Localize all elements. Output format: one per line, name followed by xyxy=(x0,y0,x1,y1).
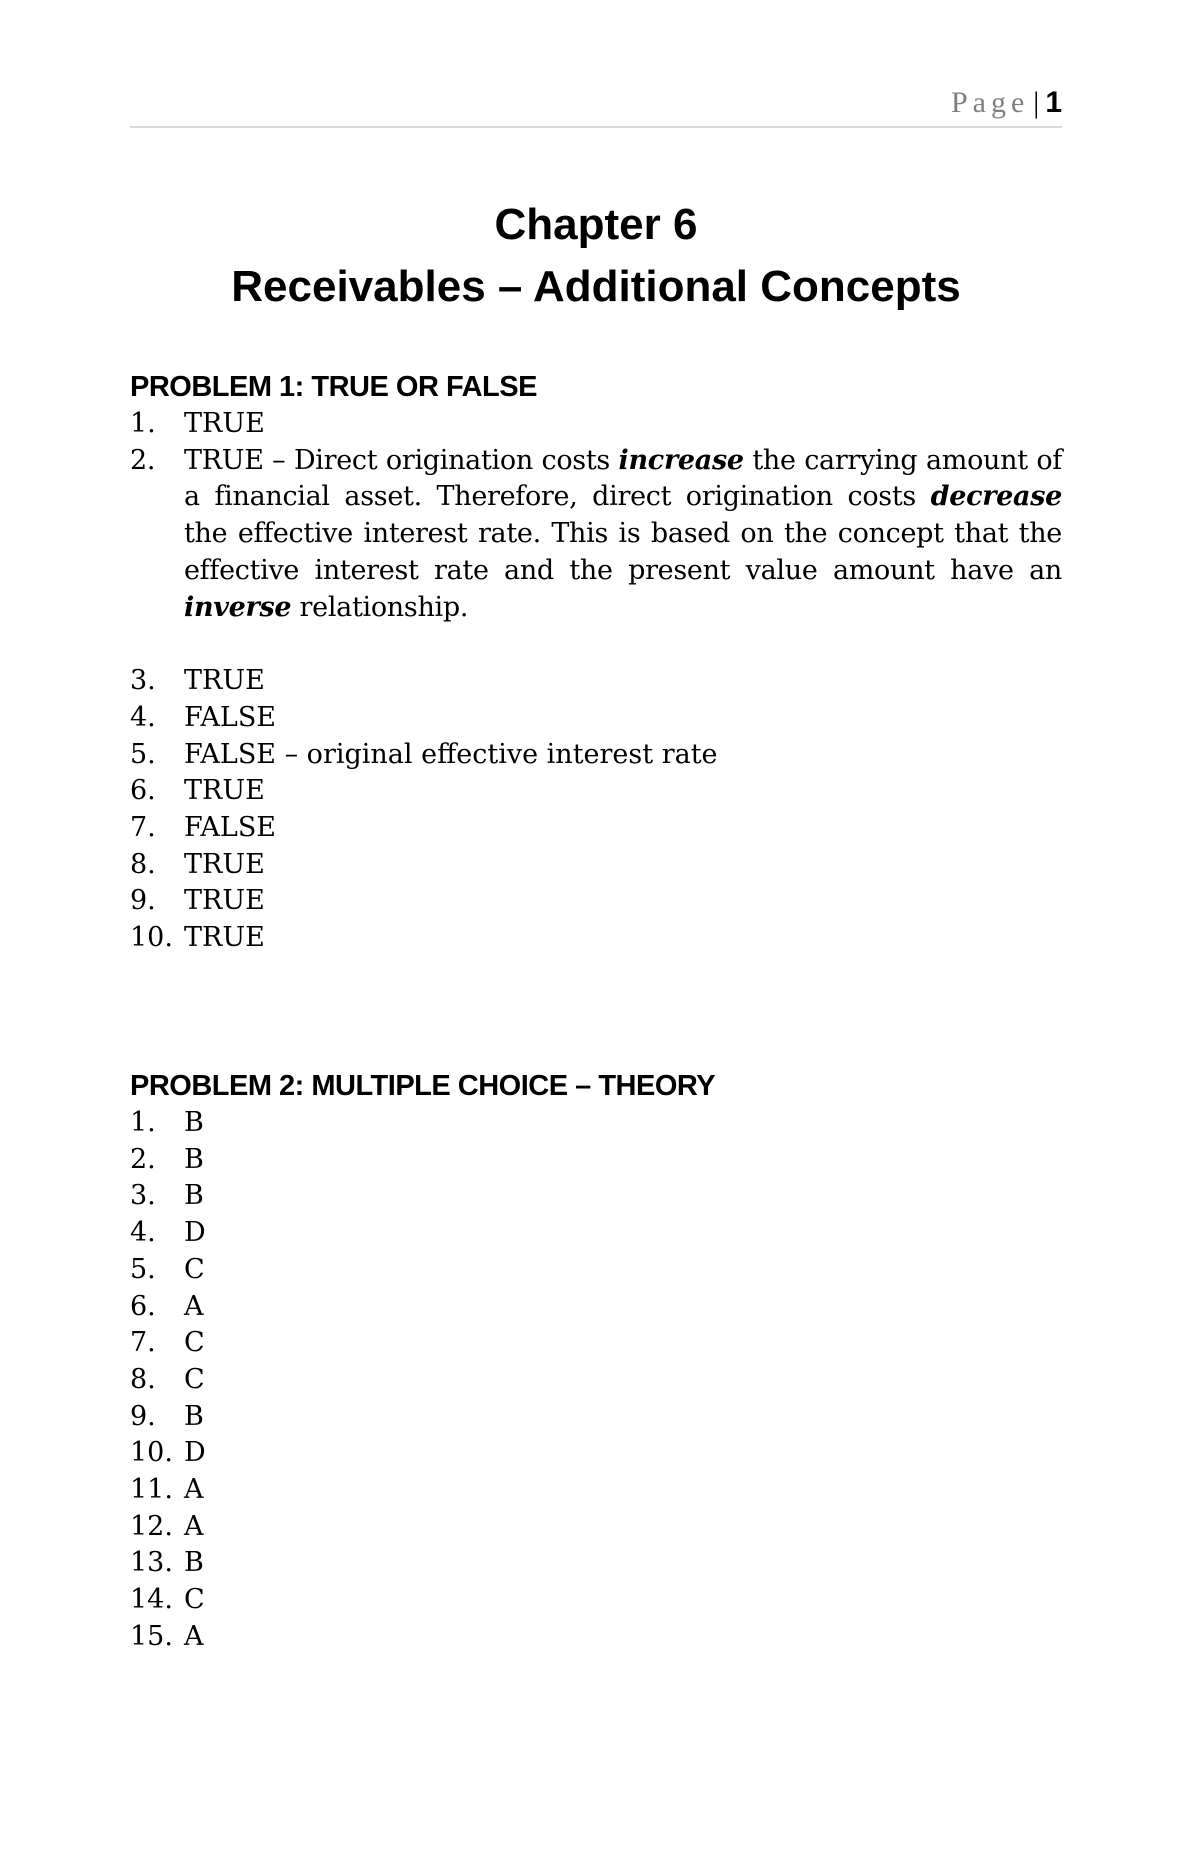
list-item xyxy=(130,1142,1062,1179)
item-text-part: the carrying amount of a financial asset. Therefore, direct origination costs xyxy=(184,444,1062,513)
list-item xyxy=(130,1435,1062,1472)
item-answer: B xyxy=(184,1143,204,1175)
item-number: 5. xyxy=(130,738,156,770)
page-label: Page xyxy=(950,86,1030,119)
item-answer: C xyxy=(184,1584,205,1616)
list-item xyxy=(130,406,1062,443)
item-answer: A xyxy=(184,1620,204,1652)
list-item xyxy=(130,700,1062,737)
item-number: 7. xyxy=(130,812,156,844)
item-answer: C xyxy=(184,1327,205,1359)
list-item xyxy=(130,443,1062,627)
list-item xyxy=(130,1472,1062,1509)
emphasis-inverse: inverse xyxy=(184,591,292,623)
item-number: 1. xyxy=(130,1107,156,1138)
item-answer: TRUE xyxy=(184,885,265,917)
item-number: 7. xyxy=(130,1327,156,1359)
item-number: 4. xyxy=(130,701,156,733)
item-text-part: the effective interest rate. This is based on the concept that the effective interest rate and the present value amount have an xyxy=(184,518,1062,586)
item-number: 8. xyxy=(130,848,156,880)
item-number: 4. xyxy=(130,1217,156,1249)
list-item xyxy=(130,810,1062,847)
item-number: 2. xyxy=(130,444,156,476)
list-item xyxy=(130,1362,1062,1399)
list-item xyxy=(130,737,1062,774)
item-answer: A xyxy=(184,1510,204,1542)
item-number: 13. xyxy=(130,1547,173,1579)
item-answer: FALSE xyxy=(184,701,277,733)
item-number: 2. xyxy=(130,1143,156,1175)
list-item xyxy=(130,1545,1062,1582)
list-item xyxy=(130,1399,1062,1436)
item-answer: D xyxy=(184,1437,206,1469)
emphasis-increase: increase xyxy=(618,444,744,476)
item-number: 5. xyxy=(130,1253,156,1285)
item-number: 11. xyxy=(130,1474,173,1506)
chapter-title: Chapter 6 xyxy=(494,200,698,249)
item-answer: C xyxy=(184,1253,205,1285)
page-separator: | xyxy=(1033,86,1040,119)
item-text-part: TRUE – Direct origination costs xyxy=(184,444,619,476)
item-answer: TRUE xyxy=(184,408,265,439)
item-answer: TRUE xyxy=(184,665,265,697)
item-number: 9. xyxy=(130,1400,156,1432)
item-answer: FALSE xyxy=(184,812,277,844)
list-item xyxy=(130,1178,1062,1215)
item-number: 3. xyxy=(130,1180,156,1212)
item-answer: A xyxy=(184,1474,204,1506)
item-answer: D xyxy=(184,1217,206,1249)
item-answer: B xyxy=(184,1107,204,1138)
item-number: 6. xyxy=(130,1290,156,1322)
list-item xyxy=(130,1105,1062,1142)
page-number: 1 xyxy=(1045,86,1062,119)
chapter-subtitle: Receivables – Additional Concepts xyxy=(231,262,961,311)
list-item xyxy=(130,883,1062,920)
item-text-part: relationship. xyxy=(291,591,469,623)
item-answer: B xyxy=(184,1547,204,1579)
item-answer: A xyxy=(184,1290,204,1322)
item-answer: B xyxy=(184,1180,204,1212)
item-number: 8. xyxy=(130,1363,156,1395)
list-item xyxy=(130,1252,1062,1289)
item-number: 3. xyxy=(130,665,156,697)
list-item xyxy=(130,1289,1062,1326)
item-number: 6. xyxy=(130,775,156,807)
item-number: 10. xyxy=(130,1437,173,1469)
item-number: 1. xyxy=(130,408,156,439)
list-item xyxy=(130,1215,1062,1252)
list-item xyxy=(130,1619,1062,1656)
problem-1-section xyxy=(130,369,1062,957)
problem-2-heading: PROBLEM 2: MULTIPLE CHOICE – THEORY xyxy=(130,1070,716,1102)
item-answer: B xyxy=(184,1400,204,1432)
item-number: 10. xyxy=(130,922,173,954)
list-item xyxy=(130,773,1062,810)
item-number: 12. xyxy=(130,1510,173,1542)
list-item xyxy=(130,920,1062,957)
problem-2-answer-list xyxy=(130,1105,1062,1656)
item-number: 15. xyxy=(130,1620,173,1652)
item-number: 9. xyxy=(130,885,156,917)
item-answer: C xyxy=(184,1363,205,1395)
problem-1-heading: PROBLEM 1: TRUE OR FALSE xyxy=(130,371,537,403)
list-item xyxy=(130,1509,1062,1546)
list-item xyxy=(130,1325,1062,1362)
problem-1-answer-list xyxy=(130,406,1062,957)
item-answer: FALSE – original effective interest rate xyxy=(184,738,718,770)
page-header xyxy=(130,88,1062,128)
item-answer: TRUE xyxy=(184,848,265,880)
item-answer: TRUE xyxy=(184,775,265,807)
emphasis-decrease: decrease xyxy=(930,481,1062,513)
list-item xyxy=(130,847,1062,884)
item-answer: TRUE xyxy=(184,922,265,954)
list-item xyxy=(130,1582,1062,1619)
list-item xyxy=(130,663,1062,700)
item-number: 14. xyxy=(130,1584,173,1616)
problem-2-section xyxy=(130,1068,1062,1656)
